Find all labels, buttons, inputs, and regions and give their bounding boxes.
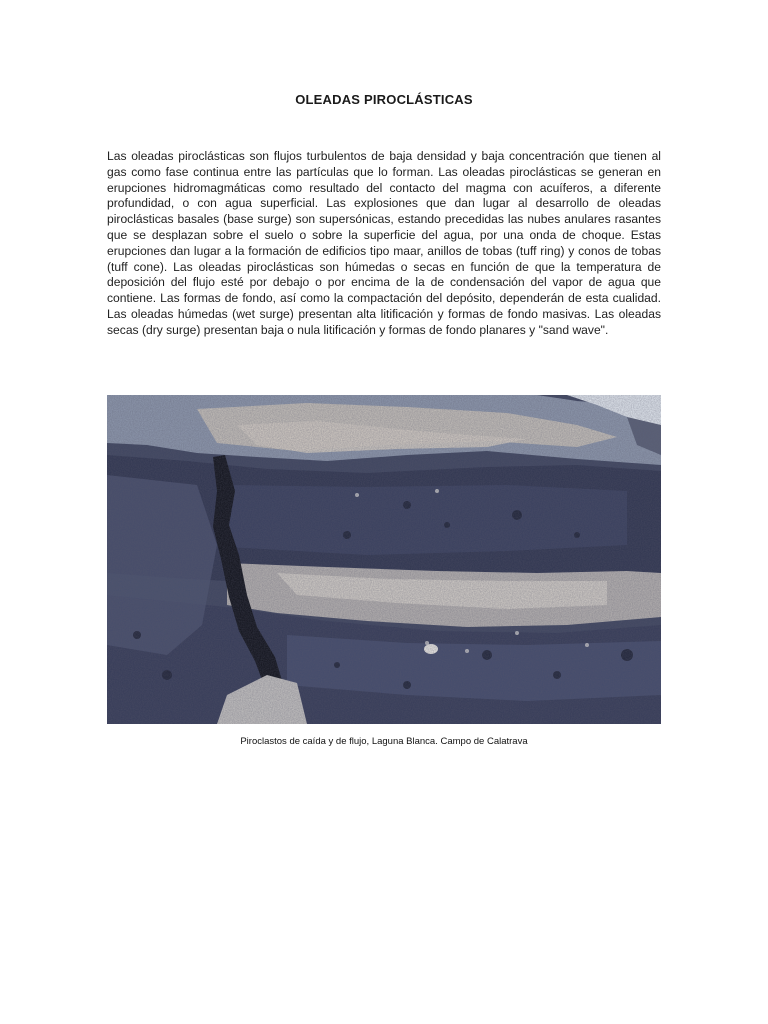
figure-caption: Piroclastos de caída y de flujo, Laguna Blanca. Campo de Calatrava	[240, 736, 528, 747]
outcrop-photo	[107, 395, 661, 724]
page-title: OLEADAS PIROCLÁSTICAS	[295, 92, 473, 107]
body-paragraph: Las oleadas piroclásticas son flujos turbulentos de baja densidad y baja concentración que tienen al gas como fase continua entre las partículas que lo forman. Las oleadas piroclásticas se generan en erupciones hidromagmáticas como resultado del contacto del magma con acuíferos, a diferente profundidad, o con agua superficial. Las explosiones que dan lugar al desarrollo de oleadas piroclásticas basales (base surge) son supersónicas, estando precedidas las nubes anulares rasantes que se desplazan sobre el suelo o sobre la superficie del agua, por una onda de choque. Estas erupciones dan lugar a la formación de edificios tipo maar, anillos de tobas (tuff ring) y conos de tobas (tuff cone). Las oleadas piroclásticas son húmedas o secas en función de que la temperatura de deposición del flujo esté por debajo o por encima de la de condensación del vapor de agua que contiene. Las formas de fondo, así como la compactación del depósito, dependerán de esta cualidad. Las oleadas húmedas (wet surge) presentan alta litificación y formas de fondo masivas. Las oleadas secas (dry surge) presentan baja o nula litificación y formas de fondo planares y "sand wave".	[107, 149, 661, 337]
